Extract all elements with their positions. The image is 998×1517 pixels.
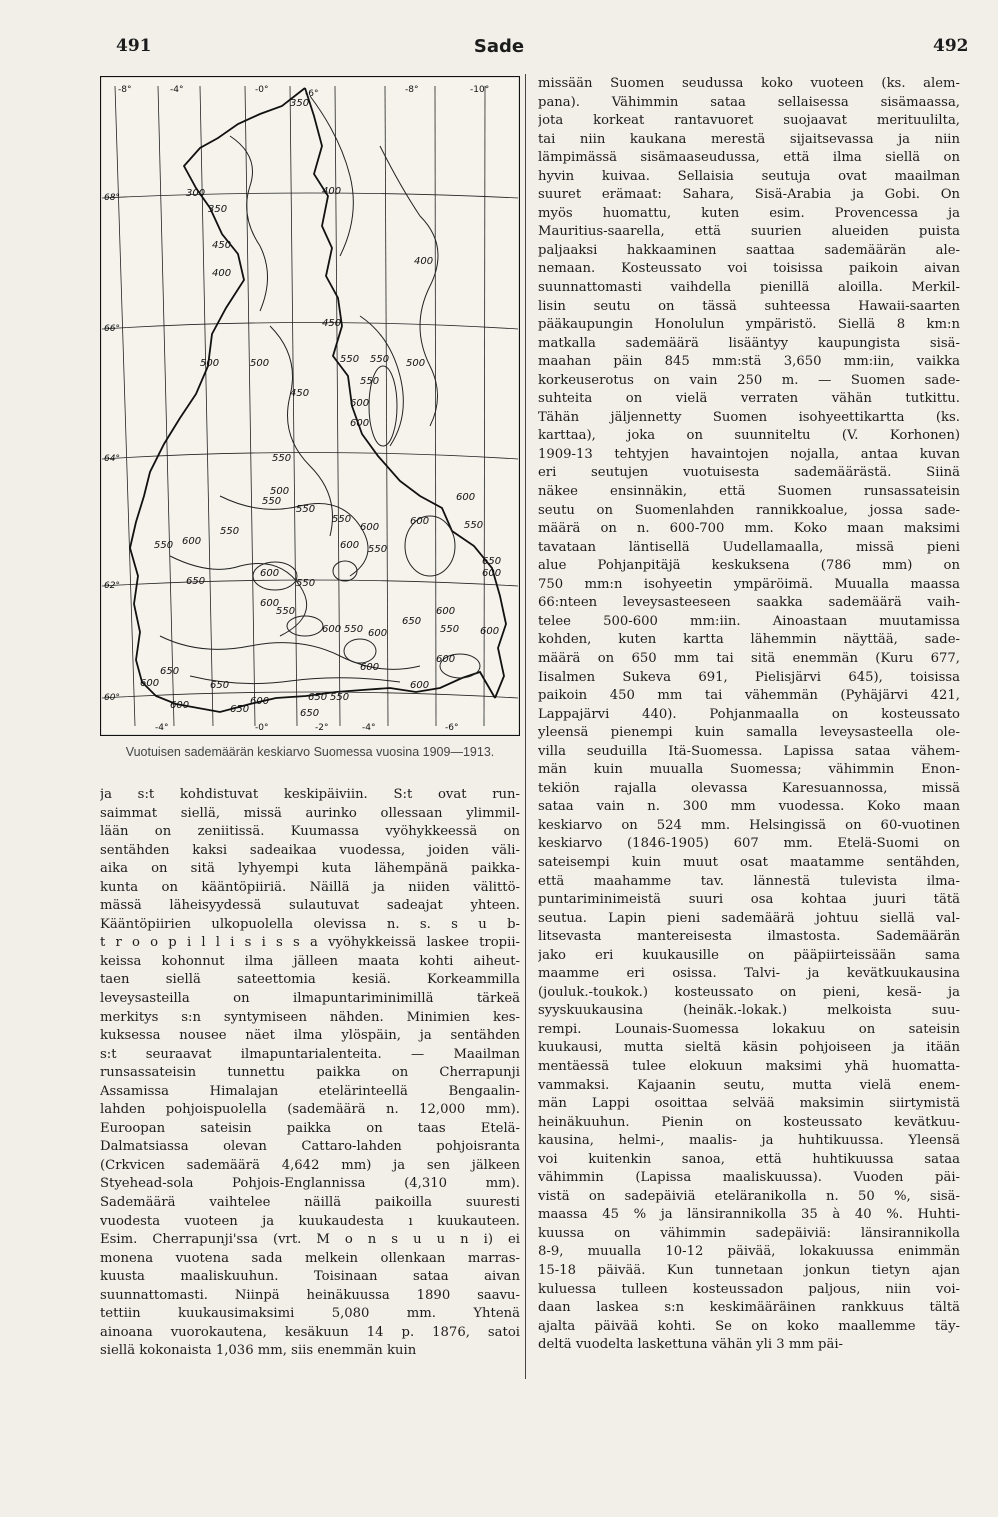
isohyet-label: 550 bbox=[154, 540, 174, 551]
text-line: lahden pohjoispuolella (sademäärä n. 12,000 mm). bbox=[100, 1102, 520, 1118]
text-column-left bbox=[100, 786, 520, 1361]
text-line: ja s:t kohdistuvat keskipäiviin. S:t ovat run- bbox=[100, 787, 520, 802]
longitude-label: -4° bbox=[155, 723, 169, 733]
text-line: kunta on kääntöpiiriä. Näillä ja niiden välittö- bbox=[100, 879, 520, 895]
isohyet-label: 550 bbox=[296, 578, 316, 589]
text-line: keissa kohonnut ilma jälleen maata kohti aiheut- bbox=[100, 953, 520, 969]
isohyet-label: 600 bbox=[456, 492, 476, 503]
page-number-left: 491 bbox=[116, 36, 152, 56]
text-line: villa seuduilla Itä-Suomessa. Lapissa sataa vähem- bbox=[538, 743, 960, 759]
text-line: pana). Vähimmin sataa sellaisessa sisämaassa, bbox=[538, 94, 960, 110]
text-line: vuodesta vuoteen ja kuukaudesta ı kuukauteen. bbox=[100, 1213, 520, 1229]
text-line: Styehead-sola Pohjois-Englannissa (4,310 mm). bbox=[100, 1176, 520, 1192]
text-line: tavataan läntisellä Uudellamaalla, missä pieni bbox=[538, 539, 960, 555]
text-line: eri seutujen vuotuisesta sademäärästä. Siinä bbox=[538, 465, 960, 481]
isohyet-label: 550 bbox=[272, 453, 292, 464]
text-line: (Crkvicen sademäärä 4,642 mm) ja sen jälkeen bbox=[100, 1157, 520, 1173]
isohyet-label: 600 bbox=[368, 628, 388, 639]
text-line: Iisalmen Sukeva 691, Pielisjärvi 645), toisissa bbox=[538, 669, 960, 685]
text-line: leveysasteilla on ilmapuntariminimillä tärkeä bbox=[100, 991, 520, 1007]
isohyet-label: 650 bbox=[210, 680, 230, 691]
isohyet-label: 550 bbox=[360, 376, 380, 387]
text-line: kuukausi, mutta sieltä käsin pohjoiseen ja itään bbox=[538, 1040, 960, 1056]
text-line: seutu on Suomenlahden rannikkoalue, jossa sade- bbox=[538, 502, 960, 518]
isohyet-label: 650 bbox=[308, 692, 328, 703]
text-line: paljaaksi hakkaaminen saattaa sademäärän ale- bbox=[538, 242, 960, 258]
isohyet-label: 550 bbox=[440, 624, 460, 635]
isohyet-label: 500 bbox=[250, 358, 270, 369]
isohyet-label: 600 bbox=[170, 700, 190, 711]
isohyet-label: 550 bbox=[464, 520, 484, 531]
text-line: lään on zeniitissä. Kuumassa vyöhykkeessä on bbox=[100, 824, 520, 840]
isohyet-label: 550 bbox=[344, 624, 364, 635]
text-line: kuksessa nousee näet ilma ylöspäin, ja sentähden bbox=[100, 1028, 520, 1044]
text-line: sateisempi kuin muut osat maatamme sentähden, bbox=[538, 854, 960, 870]
isohyet-label: 550 bbox=[340, 354, 360, 365]
isohyet-label: 600 bbox=[410, 680, 430, 691]
isohyet-label: 550 bbox=[262, 496, 282, 507]
isohyet-label: 550 bbox=[276, 606, 296, 617]
text-line: mentäessä tulee elokuun maksimi yhä huomatta- bbox=[538, 1058, 960, 1074]
text-line: litsevasta mantereisesta ilmastosta. Sademäärän bbox=[538, 929, 960, 945]
isohyet-label: 600 bbox=[436, 654, 456, 665]
text-line: kausina, helmi-, maalis- ja huhtikuussa. Yleensä bbox=[538, 1133, 960, 1149]
text-line: näkee ensinnäkin, että Suomen runsassateisin bbox=[538, 484, 960, 500]
isohyet-label: 550 bbox=[330, 692, 350, 703]
text-line: 66:nteen leveysasteeseen saakka sademäärä vaih- bbox=[538, 595, 960, 611]
longitude-label: -4° bbox=[362, 723, 376, 733]
text-line: 1909-13 tehtyjen havaintojen nojalla, antaa kuvan bbox=[538, 446, 960, 462]
isohyet-label: 600 bbox=[360, 662, 380, 673]
text-line: maassa 45 % ja länsirannikolla 35 à 40 %. Huhti- bbox=[538, 1207, 960, 1223]
text-line: nemaan. Kosteussato voi toisissa paikoin aivan bbox=[538, 261, 960, 277]
text-line: (jouluk.-toukok.) kosteussato on pieni, kesä- ja bbox=[538, 984, 960, 1000]
text-line: että maahamme tav. lännestä tulevista ilma- bbox=[538, 873, 960, 889]
isohyet-label: 450 bbox=[290, 388, 310, 399]
text-line: ainoana vuorokautena, kesäkuun 14 p. 1876, satoi bbox=[100, 1324, 520, 1340]
longitude-label: -2° bbox=[315, 723, 329, 733]
text-line: Sademäärä vaihtelee näillä paikoilla suuresti bbox=[100, 1195, 520, 1211]
text-column-right bbox=[538, 75, 960, 1355]
text-line: män kuin muualla Suomessa; vähimmin Enon- bbox=[538, 762, 960, 778]
text-line: maamme eri osissa. Talvi- ja kevätkuukausina bbox=[538, 966, 960, 982]
latitude-label: 64° bbox=[104, 454, 120, 464]
text-line: t r o o p i l l i s i s s a vyöhykkeissä laskee tropii- bbox=[100, 935, 520, 951]
isohyet-label: 550 bbox=[368, 544, 388, 555]
text-line: korkeuserotus on vain 250 m. — Suomen sade- bbox=[538, 372, 960, 388]
text-line: s:t seuraavat ilmapuntarialenteita. — Maailman bbox=[100, 1046, 520, 1062]
text-line: tettiin kuukausimaksimi 5,080 mm. Yhtenä bbox=[100, 1306, 520, 1322]
text-line: matkalla sademäärä lisääntyy kaupungista sisä- bbox=[538, 335, 960, 351]
text-line: taen siellä sateettomia kesiä. Korkeammilla bbox=[100, 972, 520, 988]
text-line: Euroopan sateisin paikka on taas Etelä- bbox=[100, 1120, 520, 1136]
text-line: kohden, kuten kartta lähemmin näyttää, sade- bbox=[538, 632, 960, 648]
isohyet-label: 650 bbox=[482, 556, 502, 567]
isohyet-label: 600 bbox=[322, 624, 342, 635]
isohyet-label: 600 bbox=[480, 626, 500, 637]
text-line: määrä on 650 mm tai sitä enemmän (Kuru 677, bbox=[538, 650, 960, 666]
page-number-right: 492 bbox=[933, 36, 969, 56]
text-line: keskiarvo on 524 mm. Helsingissä on 60-vuotinen bbox=[538, 817, 960, 833]
longitude-label: -0° bbox=[255, 723, 269, 733]
text-line: aika on sitä lyhyempi kuta lähempänä paikka- bbox=[100, 861, 520, 877]
isohyet-label: 300 bbox=[186, 188, 206, 199]
text-line: missään Suomen seudussa koko vuoteen (ks. alem- bbox=[538, 76, 960, 91]
text-line: kuusta maaliskuuhun. Toisinaan sataa aivan bbox=[100, 1269, 520, 1285]
isohyet-label: 500 bbox=[406, 358, 426, 369]
isohyet-map bbox=[100, 76, 520, 736]
isohyet-label: 600 bbox=[350, 398, 370, 409]
text-line: Dalmatsiassa olevan Cattaro-lahden pohjoisranta bbox=[100, 1139, 520, 1155]
isohyet-label: 600 bbox=[340, 540, 360, 551]
isohyet-label: 650 bbox=[160, 666, 180, 677]
text-line: mässä läheisyydessä sulautuvat sadeajat yhteen. bbox=[100, 898, 520, 914]
isohyet-label: 500 bbox=[270, 486, 290, 497]
isohyet-label: 550 bbox=[370, 354, 390, 365]
latitude-label: 60° bbox=[104, 693, 120, 703]
text-line: puntariminimeistä suuri osa kohtaa juuri tätä bbox=[538, 892, 960, 908]
isohyet-label: 600 bbox=[250, 696, 270, 707]
isohyet-label: 600 bbox=[182, 536, 202, 547]
text-line: syyskuukausina (heinäk.-lokak.) melkoista suu- bbox=[538, 1003, 960, 1019]
text-line: määrä on n. 600-700 mm. Koko maan maksimi bbox=[538, 521, 960, 537]
text-line: paikoin 450 mm tai vähemmän (Pyhäjärvi 421, bbox=[538, 688, 960, 704]
longitude-label: -8° bbox=[118, 85, 132, 95]
text-line: rempi. Lounais-Suomessa lokakuu on sateisin bbox=[538, 1021, 960, 1037]
text-line: hyvin kuivaa. Sellaisia seutuja ovat maailman bbox=[538, 168, 960, 184]
longitude-label: -6° bbox=[305, 89, 319, 99]
text-line: lisin seutu on tässä suhteessa Hawaii-saarten bbox=[538, 298, 960, 314]
text-line: sentähden kaksi sadeaikaa vuodessa, joiden väli- bbox=[100, 842, 520, 858]
text-line: maahan päin 845 mm:stä 3,650 mm:iin, vaikka bbox=[538, 354, 960, 370]
isohyet-label: 650 bbox=[186, 576, 206, 587]
text-line: Mauritius-saarella, että suurien alueiden puista bbox=[538, 224, 960, 240]
isohyet-label: 400 bbox=[414, 256, 434, 267]
isohyet-label: 450 bbox=[322, 318, 342, 329]
text-line: kuussa on vähimmin sadepäiviä: länsirannikolla bbox=[538, 1225, 960, 1241]
text-line: myös huomattu, kuten esim. Provencessa ja bbox=[538, 205, 960, 221]
isohyet-label: 400 bbox=[322, 186, 342, 197]
isohyet-label: 550 bbox=[296, 504, 316, 515]
map-caption: Vuotuisen sademäärän keskiarvo Suomessa vuosina 1909—1913. bbox=[125, 745, 495, 759]
text-line: vammaksi. Kajaanin seutu, mutta vielä enem- bbox=[538, 1077, 960, 1093]
text-line: siellä kokonaista 1,036 mm, siis enemmän kuin bbox=[100, 1343, 417, 1359]
text-line: suunnattomasti vaihdella pienillä aloilla. Merkil- bbox=[538, 280, 960, 296]
isohyet-label: 400 bbox=[212, 268, 232, 279]
latitude-label: 66° bbox=[104, 324, 120, 334]
isohyet-label: 650 bbox=[402, 616, 422, 627]
text-line: runsassateisin tunnettu paikka on Cherrapunji bbox=[100, 1065, 520, 1081]
isohyet-label: 600 bbox=[140, 678, 160, 689]
text-line: suhteita on vielä verraten vähän tutkittu. bbox=[538, 391, 960, 407]
text-line: telee 500-600 mm:iin. Ainoastaan muutamissa bbox=[538, 613, 960, 629]
text-line: Assamissa Himalajan etelärinteellä Bengaalin- bbox=[100, 1083, 520, 1099]
text-line: suunnattomasti. Niinpä heinäkuussa 1890 saavu- bbox=[100, 1287, 520, 1303]
text-line: Lappajärvi 440). Pohjanmaalla on kosteussato bbox=[538, 706, 960, 722]
text-line: heinäkuuhun. Pienin on kosteussato kevätkuu- bbox=[538, 1114, 960, 1130]
isohyet-label: 650 bbox=[230, 704, 250, 715]
text-line: jako eri kuukausille on pääpiirteissään sama bbox=[538, 947, 960, 963]
text-line: daan laskea s:n keskimääräinen rankkuus tältä bbox=[538, 1300, 960, 1316]
isohyet-label: 500 bbox=[200, 358, 220, 369]
text-line: jota korkeat rantavuoret suojaavat merituulilta, bbox=[538, 113, 960, 129]
column-divider bbox=[525, 74, 526, 1379]
text-line: 8-9, muualla 10-12 päivää, lokakuussa enimmän bbox=[538, 1244, 960, 1260]
text-line: vähimmin (Lapissa maaliskuussa). Vuoden päi- bbox=[538, 1170, 960, 1186]
text-line: kuluessa tulleen kosteussadon paljous, niin voi- bbox=[538, 1281, 960, 1297]
text-line: 15-18 päivää. Kun tunnetaan jonkun tietyn ajan bbox=[538, 1263, 960, 1278]
isohyet-label: 450 bbox=[212, 240, 232, 251]
text-line: suuret erämaat: Sahara, Sisä-Arabia ja Gobi. On bbox=[538, 187, 960, 203]
text-line: tai niin kaukana merestä sijaitsevassa ja niin bbox=[538, 131, 960, 147]
isohyet-label: 600 bbox=[436, 606, 456, 617]
text-line: vistä on sadepäiviä eteläranikolla n. 50 %, sisä- bbox=[538, 1188, 960, 1204]
text-line: män Lappi osoittaa selvää maksimin siirtymistä bbox=[538, 1096, 960, 1112]
longitude-label: -6° bbox=[445, 723, 459, 733]
isohyet-label: 350 bbox=[290, 98, 310, 109]
page-title: Sade bbox=[473, 36, 525, 57]
text-line: Tähän jäljennetty Suomen isohyeettikartta (ks. bbox=[538, 409, 960, 425]
text-line: deltä vuodelta laskettuna vähän yli 3 mm päi- bbox=[538, 1337, 843, 1353]
longitude-label: -10° bbox=[470, 85, 490, 95]
text-line: yleensä pienempi kuin samalla leveysasteella ole- bbox=[538, 725, 960, 741]
text-line: Esim. Cherrapunji'ssa (vrt. M o n s u u n i) ei bbox=[100, 1232, 520, 1248]
isohyet-label: 600 bbox=[350, 418, 370, 429]
text-line: voi kuitenkin sanoa, että huhtikuussa sataa bbox=[538, 1151, 960, 1167]
isohyet-label: 600 bbox=[260, 598, 280, 609]
isohyet-label: 550 bbox=[332, 514, 352, 525]
text-line: saimmat siellä, missä aurinko ollessaan ylimmil- bbox=[100, 805, 520, 821]
text-line: 750 mm:n isohyeetin ympäröimä. Muualla maassa bbox=[538, 576, 960, 592]
text-line: ajalta päivää kohti. Se on koko maallemme täy- bbox=[538, 1318, 960, 1334]
isohyet-label: 600 bbox=[482, 568, 502, 579]
text-line: keskiarvo (1846-1905) 607 mm. Etelä-Suomi on bbox=[538, 836, 960, 852]
isohyet-label: 350 bbox=[208, 204, 228, 215]
text-line: karttaa), joka on suunniteltu (V. Korhonen) bbox=[538, 428, 960, 444]
longitude-label: -4° bbox=[170, 85, 184, 95]
text-line: monena vuotena sada melkein ollenkaan marras- bbox=[100, 1250, 520, 1266]
text-line: pääkaupungin Honolulun ympäristö. Siellä 8 km:n bbox=[538, 317, 960, 333]
longitude-label: -8° bbox=[405, 85, 419, 95]
longitude-label: -0° bbox=[255, 85, 269, 95]
latitude-label: 68° bbox=[104, 193, 120, 203]
text-line: sataa vain n. 300 mm vuodessa. Koko maan bbox=[538, 799, 960, 815]
isohyet-label: 600 bbox=[260, 568, 280, 579]
text-line: Kääntöpiirien ulkopuolella olevissa n. s. s u b- bbox=[100, 916, 520, 932]
text-line: alue Pohjanpitäjä keskuksena (786 mm) on bbox=[538, 558, 960, 574]
text-line: merkitys s:n syntymiseen nähden. Minimien kes- bbox=[100, 1009, 520, 1025]
isohyet-label: 650 bbox=[300, 708, 320, 719]
isohyet-label: 550 bbox=[220, 526, 240, 537]
latitude-label: 62° bbox=[104, 581, 120, 591]
isohyet-label: 600 bbox=[360, 522, 380, 533]
text-line: seutua. Lapin pieni sademäärä johtuu siellä val- bbox=[538, 910, 960, 926]
text-line: lämpimässä sisämaaseudussa, että ilma siellä on bbox=[538, 150, 960, 166]
text-line: tekiön rajalla olevassa Karesuannossa, missä bbox=[538, 780, 960, 796]
isohyet-label: 600 bbox=[410, 516, 430, 527]
